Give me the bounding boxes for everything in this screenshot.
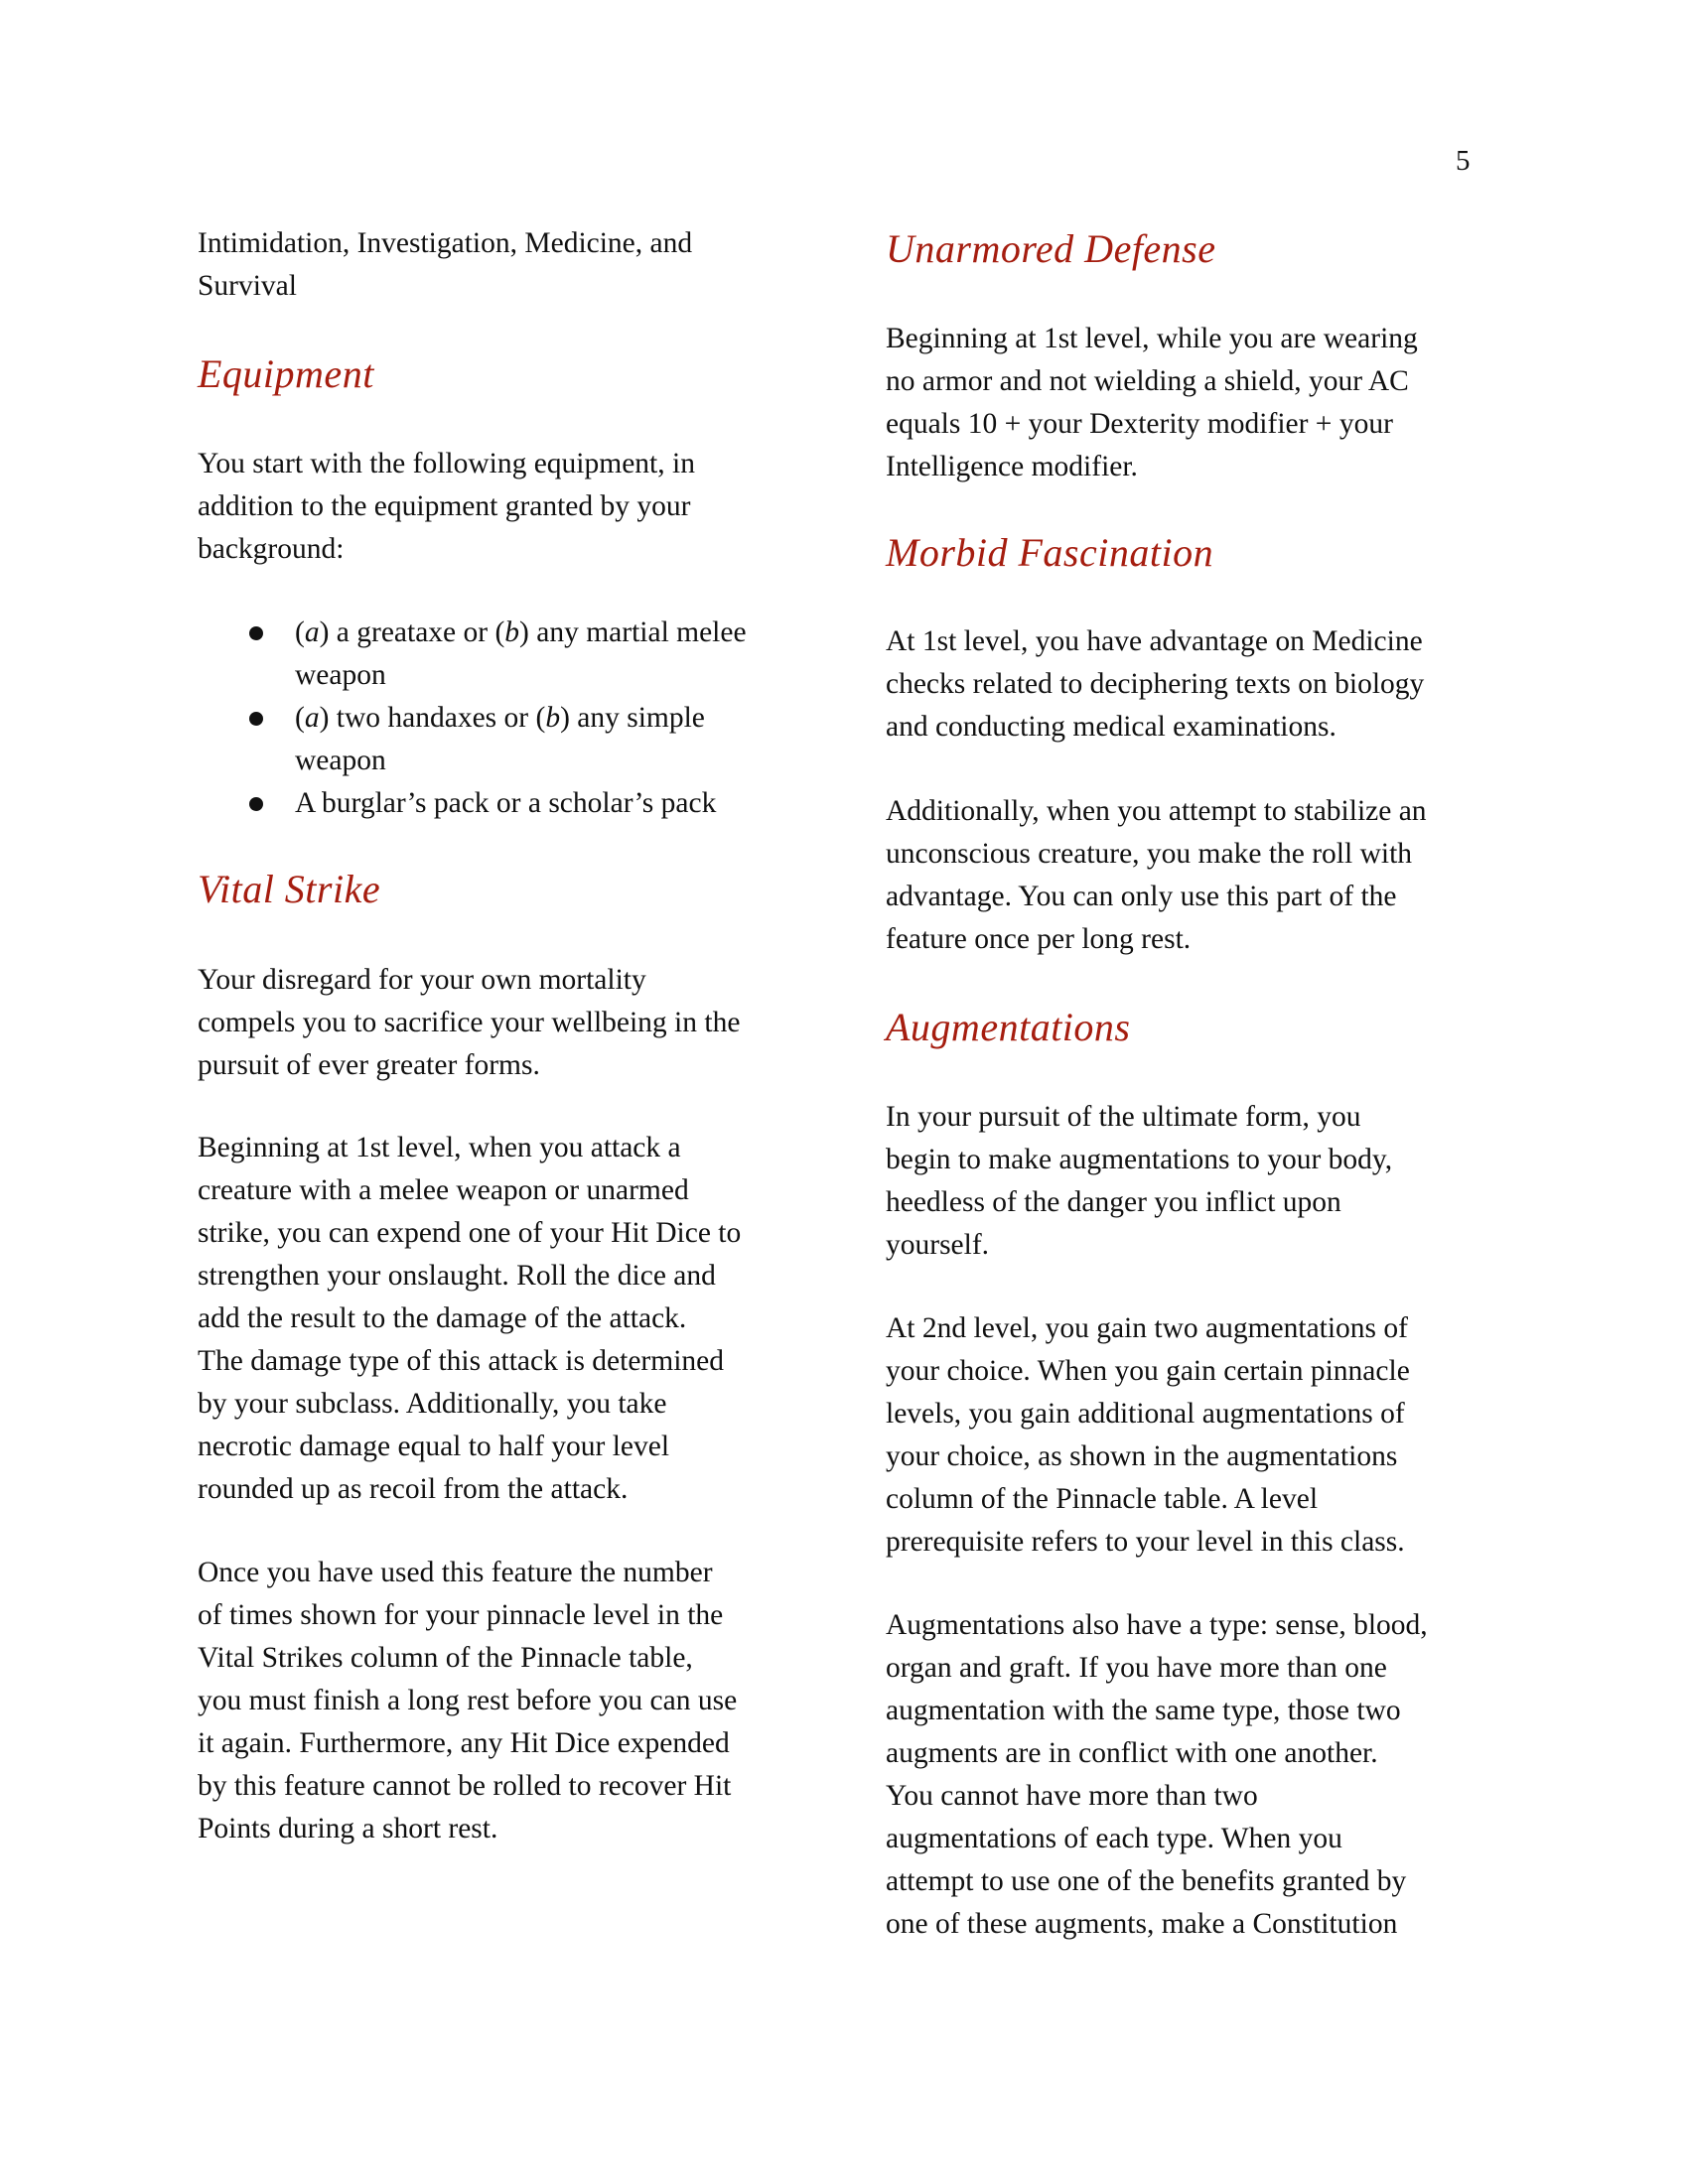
text-line: At 1st level, you have advantage on Medicine [886,625,1423,657]
morbid-paragraph-1 [886,620,1424,749]
equipment-paragraph [198,443,695,571]
text-line: strengthen your onslaught. Roll the dice and [198,1260,716,1292]
text-line: you must finish a long rest before you can use [198,1685,738,1716]
page-number: 5 [1456,145,1471,177]
text-line: and conducting medical examinations. [886,711,1336,743]
heading-equipment: Equipment [198,351,374,396]
text-line: At 2nd level, you gain two augmentations of [886,1312,1408,1344]
text-line: checks related to deciphering texts on biology [886,668,1425,700]
bullet-icon [249,712,263,726]
vital-strike-paragraph-2 [198,1127,741,1511]
augmentations-paragraph-2 [886,1307,1410,1564]
vital-strike-paragraph-1 [198,959,740,1087]
option-b: b [504,616,520,648]
text-line: augmentations of each type. When you [886,1823,1342,1854]
text-line: column of the Pinnacle table. A level [886,1483,1319,1515]
text-line: addition to the equipment granted by your [198,490,691,522]
augmentations-paragraph-3 [886,1604,1428,1946]
text-line: levels, you gain additional augmentations of [886,1398,1405,1430]
text-line: You cannot have more than two [886,1780,1258,1812]
text-line: feature once per long rest. [886,923,1192,955]
item-text: ) any martial melee [519,616,747,648]
morbid-paragraph-2 [886,790,1427,961]
text-line: compels you to sacrifice your wellbeing in the [198,1007,741,1038]
text-line: necrotic damage equal to half your level [198,1431,670,1462]
text-line: yourself. [886,1229,990,1261]
item-text: weapon [295,745,386,776]
text-line: by this feature cannot be rolled to recover Hit [198,1770,732,1802]
text-line: Beginning at 1st level, when you attack a [198,1132,681,1163]
bullet-icon [249,797,263,811]
text-line: organ and graft. If you have more than one [886,1652,1387,1684]
text-line: Intelligence modifier. [886,451,1138,482]
text-line: Your disregard for your own mortality [198,964,646,996]
text-line: unconscious creature, you make the roll with [886,838,1413,870]
unarmored-paragraph [886,318,1418,488]
text-line: creature with a melee weapon or unarmed [198,1174,689,1206]
option-a: a [304,702,320,734]
equipment-list [198,612,747,825]
option-b: b [545,702,561,734]
item-text: A burglar’s pack or a scholar’s pack [295,787,717,819]
text-line: add the result to the damage of the attack. [198,1302,687,1334]
text-line: one of these augments, make a Constitution [886,1908,1398,1940]
list-item [198,612,747,697]
option-a: a [304,616,320,648]
text-line: In your pursuit of the ultimate form, you [886,1101,1361,1133]
text-line: You start with the following equipment, in [198,448,695,479]
text-line: rounded up as recoil from the attack. [198,1473,629,1505]
item-text: ) two handaxes or ( [319,702,546,734]
vital-strike-paragraph-3 [198,1552,737,1850]
text-line: Intimidation, Investigation, Medicine, and [198,227,693,259]
text-line: background: [198,533,345,565]
heading-morbid-fascination: Morbid Fascination [886,530,1214,575]
item-text: ( [295,702,305,734]
text-line: your choice. When you gain certain pinnacle [886,1355,1410,1387]
text-line: advantage. You can only use this part of the [886,881,1397,912]
heading-augmentations: Augmentations [886,1005,1131,1049]
text-line: Once you have used this feature the number [198,1557,713,1588]
text-line: augmentation with the same type, those two [886,1695,1401,1726]
text-line: Augmentations also have a type: sense, blood, [886,1609,1428,1641]
text-line: pursuit of ever greater forms. [198,1049,540,1081]
item-text: ) any simple [560,702,705,734]
text-line: it again. Furthermore, any Hit Dice expended [198,1727,730,1759]
text-line: equals 10 + your Dexterity modifier + your [886,408,1393,440]
text-line: Points during a short rest. [198,1813,498,1844]
text-line: Beginning at 1st level, while you are wearing [886,323,1418,354]
text-line: The damage type of this attack is determined [198,1345,724,1377]
text-line: heedless of the danger you inflict upon [886,1186,1341,1218]
text-line: Additionally, when you attempt to stabilize an [886,795,1427,827]
heading-vital-strike: Vital Strike [198,867,381,911]
text-line: of times shown for your pinnacle level in the [198,1599,724,1631]
text-line: no armor and not wielding a shield, your AC [886,365,1409,397]
intro-paragraph [198,222,692,308]
augmentations-paragraph-1 [886,1096,1392,1267]
text-line: attempt to use one of the benefits granted by [886,1865,1407,1897]
text-line: your choice, as shown in the augmentations [886,1440,1398,1472]
item-text: ) a greataxe or ( [319,616,505,648]
item-text: weapon [295,659,386,691]
text-line: strike, you can expend one of your Hit Dice to [198,1217,742,1249]
text-line: begin to make augmentations to your body, [886,1144,1393,1175]
heading-unarmored-defense: Unarmored Defense [886,226,1216,271]
text-line: prerequisite refers to your level in this class. [886,1526,1405,1558]
list-item [198,697,747,782]
item-text: ( [295,616,305,648]
text-line: Survival [198,270,297,302]
bullet-icon [249,626,263,640]
text-line: augments are in conflict with one another. [886,1737,1378,1769]
text-line: Vital Strikes column of the Pinnacle table, [198,1642,693,1674]
list-item [198,782,747,825]
text-line: by your subclass. Additionally, you take [198,1388,667,1420]
